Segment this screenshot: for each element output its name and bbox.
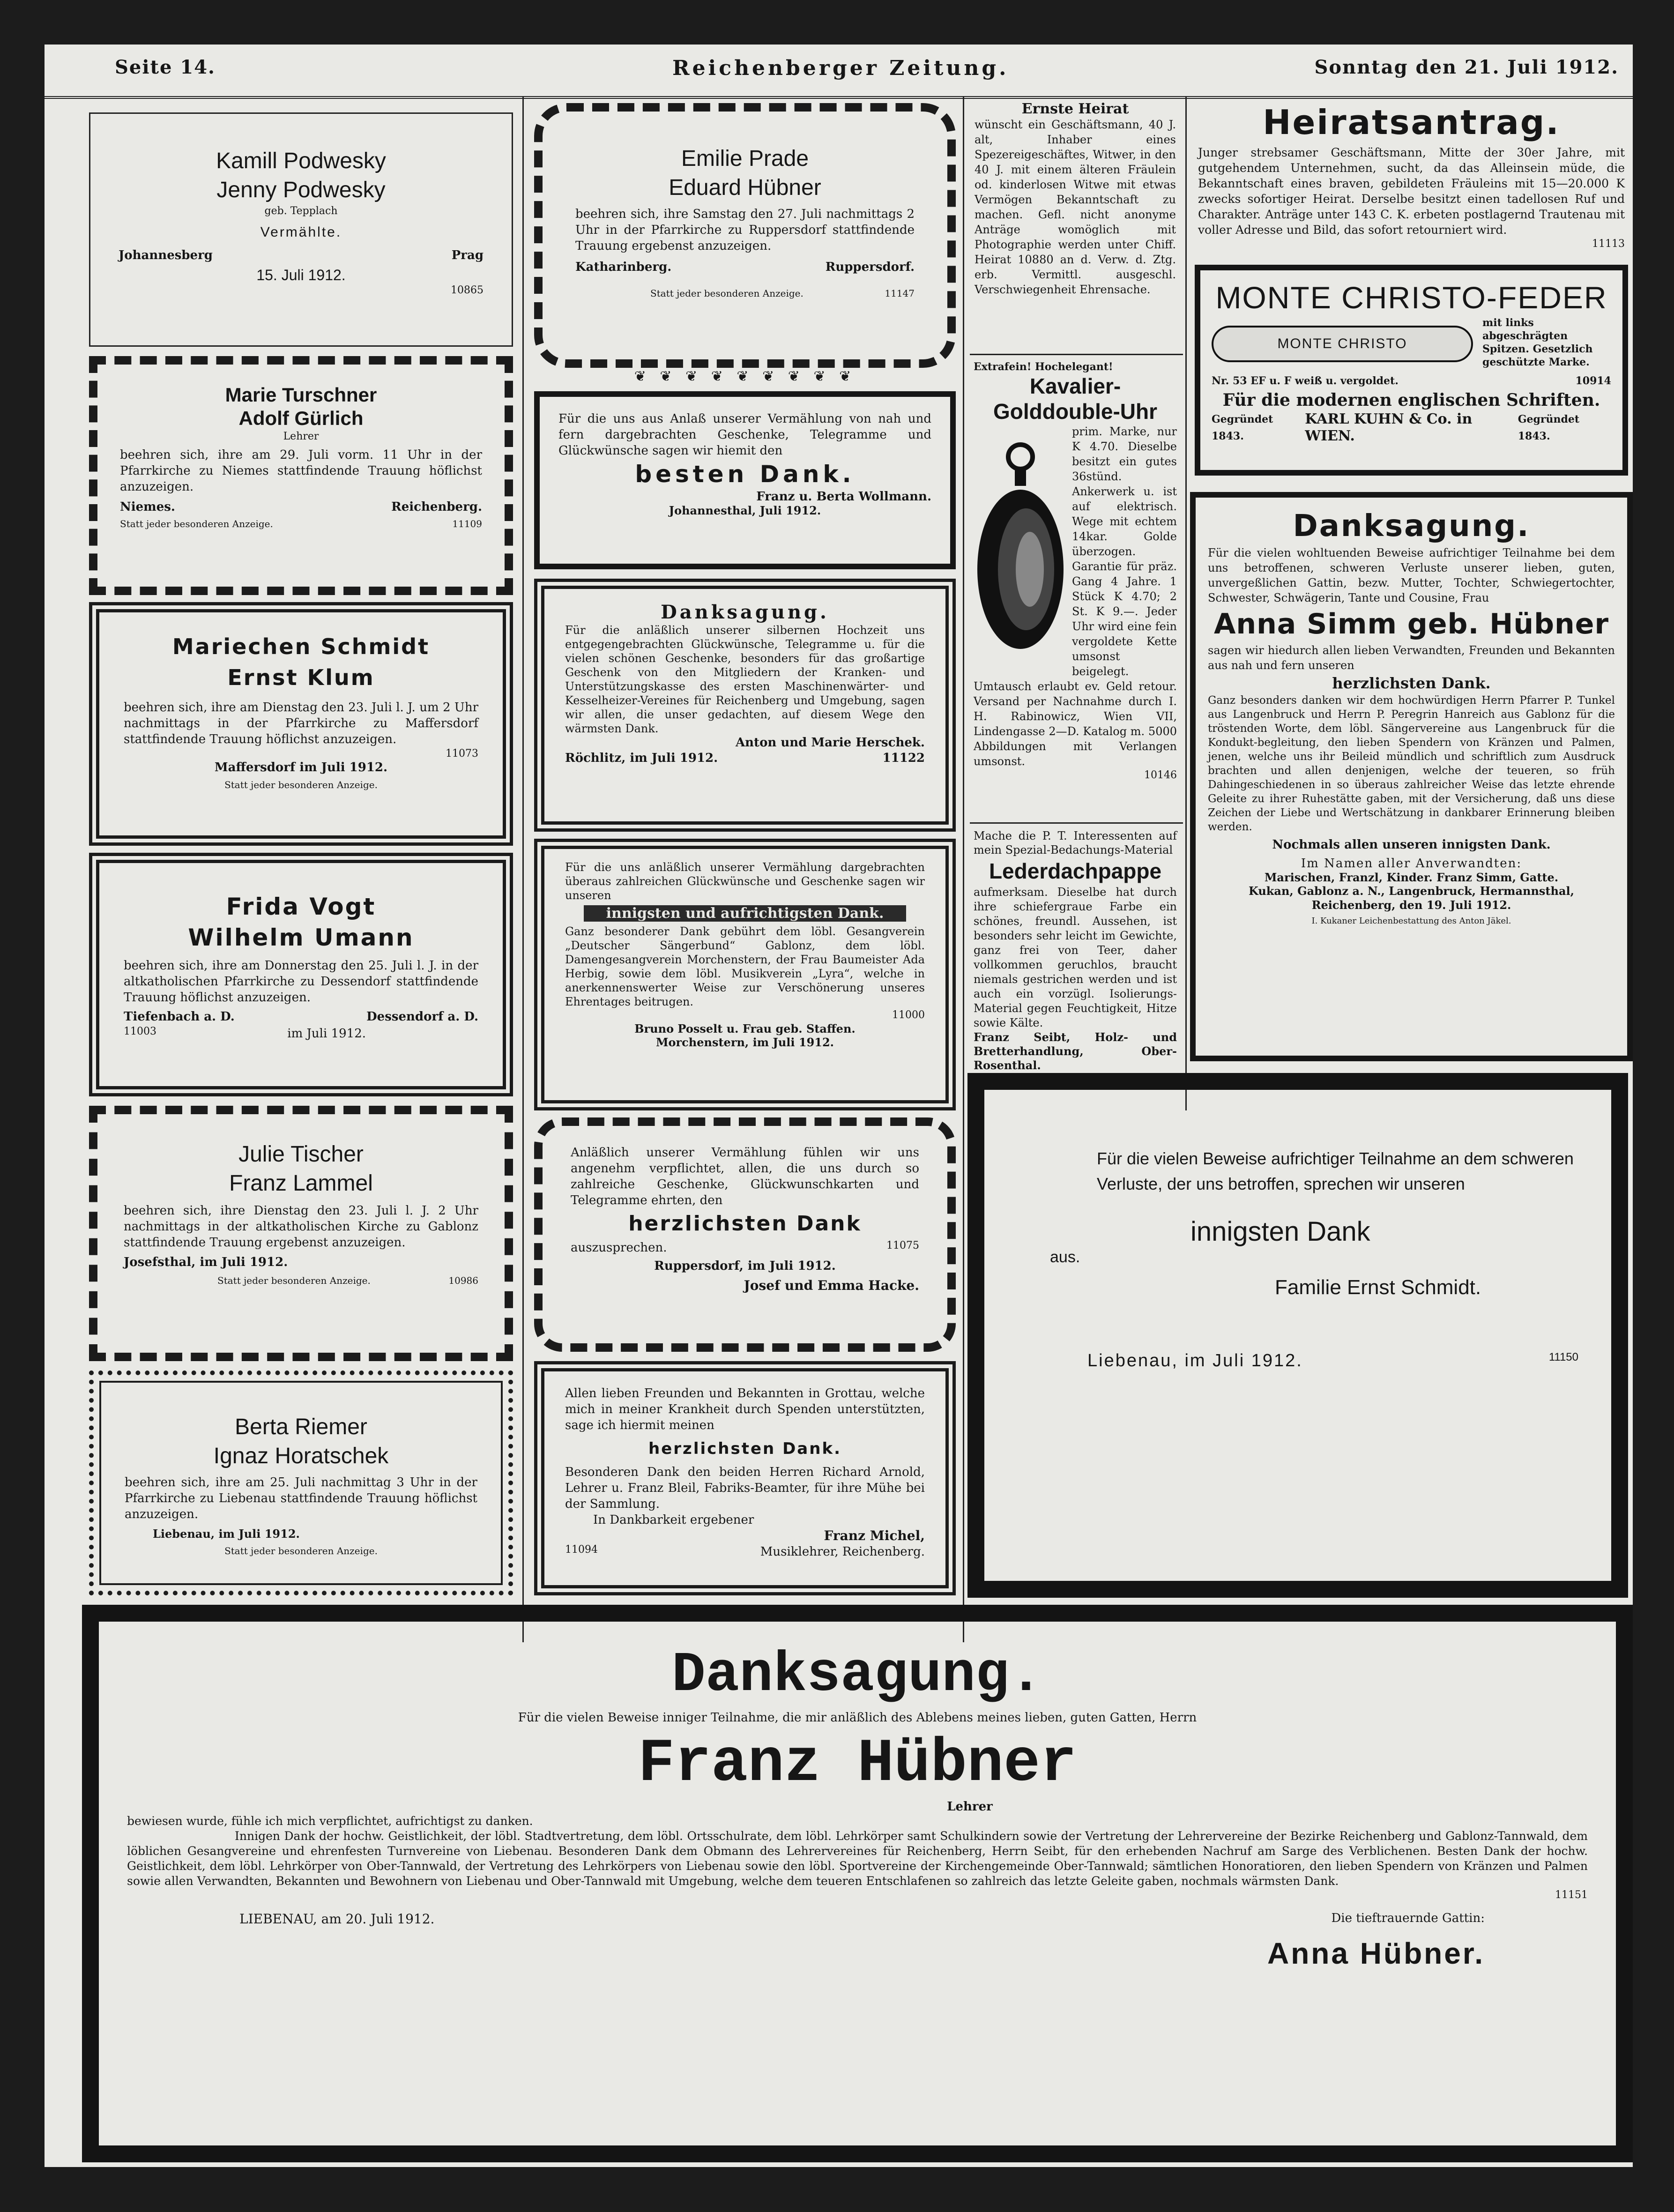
issue-date: Sonntag den 21. Juli 1912.	[1314, 56, 1619, 78]
section-rule	[970, 354, 1183, 355]
notice-schmidt-klum	[89, 602, 513, 846]
notice-michel	[534, 1361, 956, 1595]
ad-subtext: Nr. 53 EF u. F weiß u. vergoldet.	[1212, 375, 1399, 387]
wedding-date: 15. Juli 1912.	[256, 267, 346, 283]
notice-text-3: Ganz besonders danken wir dem hochwürdigen Herrn Pfarrer P. Tunkel aus Langenbruck und Herrn P. Peregrin Hanreich aus Gablonz für die tröstenden Worte, dem löbl. Sängervereine aus Langenbruck für die Kondukt-begleitung, den lieben Spendern von Kränzen und Palmen, jenen, welche uns ihr Beileid mündlich und schriftlich zum Ausdruck brachten und allen denjenigen, welche der teueren, so früh Dahingeschiedenen in so überaus zahlreicher Weise das letzte ehrende Geleite zu ihrer Ruhestätte gaben, mit der Versicherung, daß uns diese Zeichen der Liebe und Wertschätzung in dankbarer Erinnerung bleiben werden.	[1208, 694, 1615, 833]
place-right: Dessendorf a. D.	[366, 1010, 478, 1024]
bride-name: Mariechen Schmidt	[172, 634, 430, 659]
notice-title: Danksagung.	[671, 1644, 1043, 1707]
place-left: Niemes.	[120, 500, 175, 514]
groom-name: Adolf Gürlich	[238, 407, 364, 429]
thanks-heading: innigsten Dank	[1190, 1216, 1370, 1247]
signer-role: Musiklehrer, Reichenberg.	[760, 1545, 925, 1559]
newspaper-title: Reichenberger Zeitung.	[672, 56, 1009, 80]
ad-text-2: aufmerksam. Dieselbe hat durch ihre schiefergraue Farbe ein schönes, freundl. Aussehen, ist besonders sehr leicht im Gewichte, ganz frei von Teer, daher vollkommen geruchlos, braucht niemals gestrichen werden und ist auch ein vorzügl. Isolierungs-Material gegen Feuchtigkeit, Hitze sowie Kälte.	[974, 886, 1177, 1029]
thanks-heading: herzlichsten Dank.	[1332, 674, 1491, 692]
ad-number: 10705	[1144, 1075, 1177, 1087]
firm-name: KARL KUHN & Co. in WIEN.	[1305, 411, 1473, 444]
signers: Bruno Posselt u. Frau geb. Staffen.	[634, 1022, 856, 1035]
notice-closing: In Dankbarkeit ergebener	[593, 1513, 754, 1527]
notice-text: Für die anläßlich unserer silbernen Hochzeit uns entgegengebrachten Glückwünsche, Telegramme u. für die vielen schönen Geschenke, besonders für das großartige Geschenk von den Mitgliedern der Kranken- und Unterstützungskasse des ersten Maschinenwärter- und Kesselheizer-Vereines für Reichenberg und Umgebung, sagen wir allen, die unser gedachten, auf diesem Wege den wärmsten Dank.	[565, 624, 925, 735]
signers: Anton und Marie Herschek.	[735, 736, 925, 750]
groom-name: Wilhelm Umann	[188, 924, 414, 951]
notice-closing: Die tieftrauernde Gattin:	[1331, 1911, 1485, 1925]
ad-monte-christo-feder	[1195, 265, 1628, 476]
groom-title: Lehrer	[283, 431, 319, 442]
notice-podwesky	[89, 112, 513, 347]
notice-text: beehren sich, ihre am 25. Juli nachmittag 3 Uhr in der Pfarrkirche zu Liebenau stattfindende Trauung höflichst anzuzeigen.	[125, 1475, 477, 1521]
notice-turschner	[89, 356, 513, 595]
notice-vogt	[89, 853, 513, 1096]
watch-illustration	[974, 429, 1067, 672]
ornament-rule: ❦ ❦ ❦ ❦ ❦ ❦ ❦ ❦ ❦	[634, 368, 856, 385]
ad-number: 11109	[452, 518, 482, 529]
notice-text: Allen lieben Freunden und Bekannten in Grottau, welche mich in meiner Krankheit durch Spenden unterstützten, sage ich hiermit meinen	[565, 1386, 925, 1432]
notice-text: Für die vielen Beweise inniger Teilnahme, die mir anläßlich des Ablebens meines lieben, guten Gatten, Herrn	[518, 1711, 1197, 1725]
ad-text: prim. Marke, nur K 4.70. Dieselbe besitzt ein gutes 36stünd. Ankerwerk u. ist auf elektrisch. Wege mit echtem 14kar. Golde überzogen. Garantie für präz. Gang 4 Jahre. 1 Stück K 4.70; 2 St. K 9.—. Jeder Uhr wird eine fein vergoldete Kette umsonst beigelegt. Umtausch erlaubt ev. Geld retour. Versand per Nachnahme durch I. H. Rabinowicz, Wien VII, Lindengasse 2—D. Katalog m. 5000 Abbildungen mit Verlangen umsonst.	[974, 425, 1177, 768]
signer-name: Anna Hübner.	[1267, 1936, 1485, 1970]
place-right: Reichenberg.	[391, 500, 482, 514]
thanks-heading: herzlichsten Dank.	[648, 1439, 841, 1458]
ad-text: mit links abgeschrägten Spitzen. Gesetzlich geschützte Marke.	[1482, 317, 1593, 368]
notice-wollmann	[534, 391, 956, 569]
family-line: Im Namen aller Anverwandten:	[1301, 856, 1522, 871]
status-text: Vermählte.	[260, 224, 342, 240]
family-name: Familie Ernst Schmidt.	[1275, 1276, 1481, 1299]
notice-simm	[1190, 492, 1633, 1061]
notice-herschek	[534, 579, 956, 832]
deceased-name: Anna Simm geb. Hübner	[1213, 608, 1609, 641]
notice-hacke	[534, 1117, 956, 1352]
ad-signer: Franz Seibt, Holz- und Bretterhandlung, Ober-Rosenthal.	[974, 1030, 1177, 1072]
section-rule	[970, 822, 1183, 824]
ad-text: Mache die P. T. Interessenten auf mein Spezial-Bedachungs-Material	[974, 829, 1177, 856]
pen-nib-icon	[1212, 326, 1473, 362]
notice-closing: Nochmals allen unseren innigsten Dank.	[1272, 838, 1551, 852]
ad-number: 11147	[885, 288, 915, 299]
bride-name: Emilie Prade	[681, 146, 809, 171]
notice-title: Danksagung.	[1293, 509, 1530, 544]
groom-name: Ignaz Horatschek	[213, 1444, 389, 1468]
pocket-watch-icon	[974, 429, 1067, 672]
notice-title: Danksagung.	[661, 601, 829, 623]
thanks-heading: besten Dank.	[635, 461, 855, 488]
notice-place: Josefsthal, im Juli 1912.	[124, 1255, 288, 1269]
ad-number: 10865	[451, 284, 484, 296]
notice-posselt	[534, 839, 956, 1110]
notice-note: Statt jeder besonderen Anzeige.	[650, 288, 804, 299]
notice-text-2: sagen wir hiedurch allen lieben Verwandten, Freunden und Bekannten aus nah und fern unseren	[1208, 644, 1615, 672]
place-left: Tiefenbach a. D.	[124, 1010, 235, 1024]
notice-text: Für die vielen Beweise aufrichtiger Teilnahme an dem schweren Verluste, der uns betroffen, sprechen wir unseren	[1097, 1149, 1574, 1193]
place-left: Katharinberg.	[575, 260, 672, 274]
notice-text-3: Innigen Dank der hochw. Geistlichkeit, der löbl. Stadtvertretung, dem löbl. Ortsschulrate, dem löbl. Lehrkörper samt Schulkindern sowie der Vertretung der Lehrervereine der Bezirke Reichenberg und Gablonz-Tannwald, dem löblichen Gesangvereine und ehrenfesten Turnvereine von Liebenau. Besonderen Dank dem Obmann des Lehrervereines für Reichenberg, Herrn Seibt, für den erhebenden Nachruf am Sarge des Verblichenen. Besten Dank der hochw. Geistlichkeit, dem löbl. Lehrkörper von Ober-Tannwald, der Vertretung des Lehrkörpers von Liebenau sowie den löbl. Sportvereine der Kirchengemeinde Ober-Tannwald; sämtlichen Honoratioren, den lieben Spendern von Kränzen und Palmen sowie allen Verwandten, Bekannten und Bewohnern von Liebenau und Ober-Tannwald mit Umgebung, welche dem teueren Entschlafenen so zahlreich das letzte Geleite gaben, nochmals wärmsten Dank.	[127, 1829, 1588, 1888]
notice-text: beehren sich, ihre am Dienstag den 23. Juli l. J. um 2 Uhr nachmittags in der Pfarrkirche zu Maffersdorf stattfindende Trauung höflichst anzuzeigen.	[124, 700, 478, 746]
ad-number: 10986	[448, 1275, 478, 1286]
place-left: Johannesberg	[119, 248, 213, 262]
notice-place: Johannesthal, Juli 1912.	[669, 504, 821, 517]
notice-place: Morchenstern, im Juli 1912.	[655, 1035, 834, 1049]
notice-text: beehren sich, ihre am 29. Juli vorm. 11 Uhr in der Pfarrkirche zu Niemes stattfindende Trauung höflichst anzuzeigen.	[120, 448, 482, 494]
notice-note: Statt jeder besonderen Anzeige.	[217, 1275, 371, 1286]
notice-text: beehren sich, ihre Samstag den 27. Juli nachmittags 2 Uhr in der Pfarrkirche zu Ruppersdorf stattfindende Trauung ergebenst anzuzeigen.	[575, 207, 915, 253]
founded-left: Gegründet 1843.	[1212, 413, 1273, 442]
notice-place: Kukan, Gablonz a. N., Langenbruck, Hermannsthal, Reichenberg, den 19. Juli 1912.	[1249, 884, 1574, 912]
signer-name: Franz Michel,	[824, 1528, 925, 1543]
notice-text: Anläßlich unserer Vermählung fühlen wir uns angenehm verpflichtet, allen, die uns durch so zahlreiche Geschenke, Glückwunschkarten und Telegramme ehrten, den	[571, 1146, 919, 1207]
ad-number: 11003	[124, 1026, 156, 1037]
ad-title: Ernste Heirat	[1021, 101, 1129, 117]
ad-heirat	[970, 96, 1181, 351]
notice-text-2: Besonderen Dank den beiden Herren Richard Arnold, Lehrer u. Franz Bleil, Fabriks-Beamter, für ihre Mühe bei der Sammlung.	[565, 1465, 925, 1511]
maiden-name: geb. Tepplach	[264, 205, 338, 217]
place-right: Prag	[451, 248, 484, 262]
notice-riemer	[89, 1370, 513, 1595]
notice-prade	[534, 103, 956, 368]
signers: Marischen, Franzl, Kinder. Franz Simm, Gatte.	[1264, 871, 1559, 884]
bride-name: Julie Tischer	[238, 1142, 364, 1167]
ad-number: 11075	[886, 1240, 919, 1251]
groom-name: Kamill Podwesky	[216, 149, 386, 173]
ad-number: 11094	[565, 1544, 598, 1556]
notice-place: Maffersdorf im Juli 1912.	[214, 760, 388, 775]
undertaker-line: I. Kukaner Leichenbestattung des Anton Jäkel.	[1311, 916, 1511, 926]
deceased-name: Franz Hübner	[638, 1730, 1077, 1799]
thanks-heading: herzlichsten Dank	[628, 1212, 862, 1236]
ad-kicker: Extrafein! Hochelegant!	[974, 361, 1113, 373]
notice-text-2: Ganz besonderer Dank gebührt dem löbl. Gesangverein „Deutscher Sängerbund“ Gablonz, dem löbl. Damengesangverein Morchenstern, der Frau Baumeister Ada Herbig, sowie dem löbl. Musikverein „Lyra“, welche in anerkennenswerter Weise zur Verschönerung unseres Ehrentages beitrugen.	[565, 925, 925, 1008]
notice-place: Röchlitz, im Juli 1912.	[565, 751, 718, 765]
notice-text-2: bewiesen wurde, fühle ich mich verpflichtet, aufrichtigst zu danken.	[127, 1814, 533, 1828]
ad-title: Heiratsantrag.	[1263, 103, 1560, 142]
ad-title: Kavalier-Golddouble-Uhr	[993, 374, 1158, 424]
ad-number: 11122	[882, 751, 925, 765]
notice-familie-schmidt	[967, 1073, 1628, 1598]
ad-text: wünscht ein Geschäftsmann, 40 J. alt, Inhaber eines Spezereigeschäftes, Witwer, in den 40 J. mit einem älteren Fräulein od. kinderlosen Witwe mit etwas Vermögen Bekanntschaft zu machen. Gefl. nicht anonyme Anträge womöglich mit Photographie werden unter Chiff. Heirat 10880 an d. Verw. d. Ztg. erb. Vermittl. ausgeschl. Verschwiegenheit Ehrensache.	[975, 118, 1176, 296]
signers: Josef und Emma Hacke.	[744, 1278, 919, 1293]
ad-watch	[970, 357, 1181, 819]
groom-name: Ernst Klum	[227, 665, 375, 690]
ad-number: 11073	[446, 748, 478, 760]
notice-tischer	[89, 1106, 513, 1361]
notice-text: Für die uns aus Anlaß unserer Vermählung von nah und fern dargebrachten Geschenke, Telegramme und Glückwünsche sagen wir hiemit den	[558, 412, 931, 458]
ad-text: Junger strebsamer Geschäftsmann, Mitte der 30er Jahre, mit gutgehendem Unternehmen, sucht, da das Alleinsein müde, die Bekanntschaft eines braven, gebildeten Fräuleins mit 15—20.000 K zwecks sofortiger Heirat. Derselbe besitzt einen tadellosen Ruf und Charakter. Anträge unter 143 C. K. erbeten postlagernd Trautenau mit voller Adresse und Bild, das sofort retourniert wird.	[1198, 146, 1625, 237]
notice-text: beehren sich, ihre Dienstag den 23. Juli l. J. 2 Uhr nachmittags in der altkatholischen Kirche zu Gablonz stattfindende Trauung ergebenst anzuzeigen.	[124, 1204, 478, 1250]
ad-number: 11113	[1592, 238, 1625, 250]
ad-title: MONTE CHRISTO-FEDER	[1215, 280, 1607, 315]
newspaper-page	[45, 45, 1633, 2167]
page-number: Seite 14.	[115, 56, 216, 78]
ad-number: 11150	[1548, 1351, 1578, 1363]
ad-title: Lederdachpappe	[989, 859, 1162, 883]
ad-number: 11000	[892, 1009, 925, 1021]
notice-franz-huebner	[82, 1605, 1633, 2162]
pen-label: MONTE CHRISTO	[1277, 336, 1407, 351]
bride-name: Berta Riemer	[235, 1415, 367, 1439]
place-right: Ruppersdorf.	[825, 260, 915, 274]
notice-place: Liebenau, im Juli 1912.	[153, 1527, 300, 1541]
notice-place: Ruppersdorf, im Juli 1912.	[654, 1259, 836, 1273]
signers: Franz u. Berta Wollmann.	[756, 490, 931, 504]
ad-tagline: Für die modernen englischen Schriften.	[1222, 390, 1600, 410]
notice-place: LIEBENAU, am 20. Juli 1912.	[239, 1911, 435, 1927]
notice-text: beehren sich, ihre am Donnerstag den 25. Juli l. J. in der altkatholischen Pfarrkirche zu Dessendorf stattfindende Trauung höflichst anzuzeigen.	[124, 959, 478, 1005]
ad-number: 10146	[1144, 769, 1177, 781]
groom-name: Franz Lammel	[229, 1171, 373, 1196]
wedding-date: im Juli 1912.	[287, 1027, 366, 1041]
notice-text: Für die vielen wohltuenden Beweise aufrichtiger Teilnahme bei dem uns betroffenen, schweren Verluste unserer lieben, guten, unvergeßlichen Gattin, bezw. Mutter, Tochter, Schwiegertochter, Schwester, Schwägerin, Tante und Cousine, Frau	[1208, 546, 1615, 604]
notice-note: Statt jeder besonderen Anzeige.	[120, 518, 273, 529]
notice-text-2: aus.	[1050, 1248, 1080, 1266]
ad-number: 11151	[1555, 1889, 1588, 1901]
founded-right: Gegründet 1843.	[1518, 413, 1580, 442]
notice-note: Statt jeder besonderen Anzeige.	[224, 779, 378, 790]
phone-number: Telephonanruf 79.	[974, 1075, 1069, 1087]
thanks-heading: innigsten und aufrichtigsten Dank.	[584, 905, 906, 922]
notice-text: Für die uns anläßlich unserer Vermählung dargebrachten überaus zahlreichen Glückwünsche und Geschenke sagen wir unseren	[565, 861, 925, 902]
notice-note: Statt jeder besonderen Anzeige.	[224, 1545, 378, 1557]
column-rule	[1185, 96, 1187, 1110]
column-rule	[963, 96, 964, 1642]
deceased-role: Lehrer	[947, 1800, 993, 1814]
column-rule	[522, 96, 524, 1642]
page-header	[45, 45, 1633, 99]
bride-name: Jenny Podwesky	[216, 178, 386, 202]
notice-place: Liebenau, im Juli 1912.	[1087, 1351, 1303, 1370]
notice-text-2: auszusprechen.	[571, 1241, 667, 1255]
ad-number: 10914	[1575, 375, 1611, 387]
groom-name: Eduard Hübner	[669, 175, 821, 200]
bride-name: Frida Vogt	[226, 893, 376, 920]
bride-name: Marie Turschner	[225, 384, 377, 406]
